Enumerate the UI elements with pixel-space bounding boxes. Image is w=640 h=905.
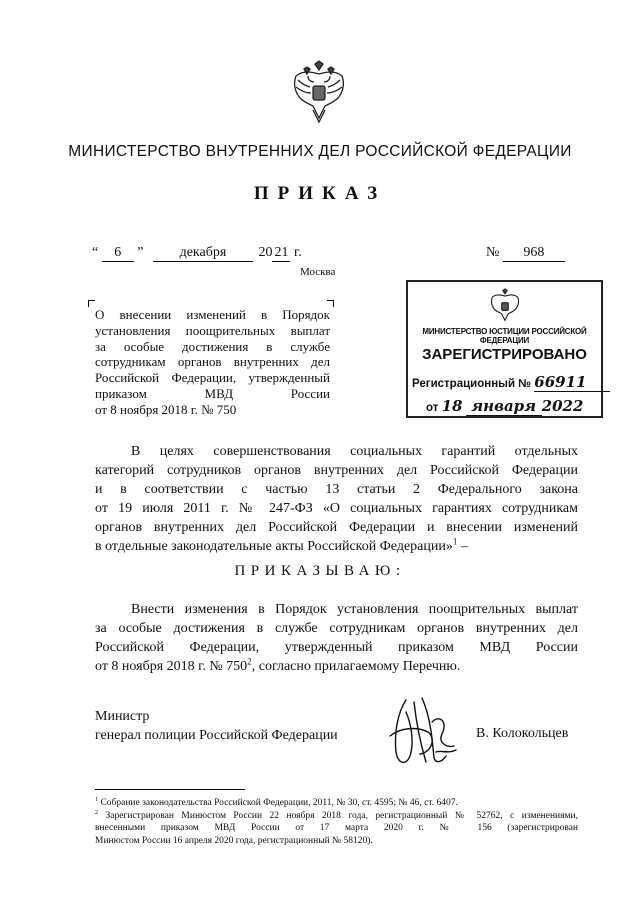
subject-line: от 8 ноября 2018 г. № 750 [95, 401, 237, 417]
stamp-date-day: 18 [441, 397, 463, 415]
stamp-organization: МИНИСТЕРСТВО ЮСТИЦИИ РОССИЙСКОЙ ФЕДЕРАЦИИ [422, 327, 587, 345]
preamble-last-line [95, 537, 578, 556]
footnote-1-mark: 1 [95, 796, 99, 803]
order-line: за особые достижения в службе сотрудникам органов внутренних дел [95, 621, 578, 636]
preamble-line: в отдельные законодательные акты Российской Федерации» [95, 539, 453, 554]
preamble-tail: – [457, 539, 468, 554]
preamble [95, 442, 578, 556]
order-word: ПРИКАЗЫВАЮ: [234, 563, 406, 579]
order-number [486, 245, 565, 262]
footnote-1 [95, 797, 578, 810]
footnote-divider [95, 789, 245, 790]
subject-line: установления поощрительных выплат [95, 322, 330, 338]
order-body [95, 600, 578, 676]
subject-block [95, 307, 330, 418]
footnote-2-text: Зарегистрирован Минюстом России 22 ноября 2018 года, регистрационный № 52762, с изменениями, [98, 810, 578, 821]
stamp-date-month: января [466, 397, 542, 416]
footnotes [95, 797, 578, 847]
footnote-ref-1: 1 [452, 536, 458, 547]
preamble-line: категорий сотрудников органов внутренних дел Российской Федерации [95, 463, 578, 478]
order-line: , согласно прилагаемому Перечню. [251, 659, 461, 674]
number-value: 968 [503, 245, 565, 262]
subject-bracket-left [88, 300, 95, 307]
preamble-line: от 19 июля 2011 г. № 247-ФЗ «О социальных гарантиях сотрудникам [95, 501, 578, 516]
eagle-emblem-icon [290, 60, 348, 124]
ministry-name: МИНИСТЕРСТВО ВНУТРЕННИХ ДЕЛ РОССИЙСКОЙ ФЕДЕРАЦИИ [68, 143, 572, 160]
footnote-1-text: Собрание законодательства Российской Федерации, 2011, № 30, ст. 4595; № 46, ст. 6407. [98, 798, 458, 808]
stamp-reg-label: Регистрационный № [412, 378, 532, 390]
date-year-prefix: 20 [258, 245, 273, 260]
date-line [92, 245, 302, 262]
stamp-registration-date [426, 397, 583, 416]
date-year-suffix: 21 [274, 245, 289, 260]
preamble-line: органов внутренних дел Российской Федерации и внесении изменений [95, 520, 578, 535]
subject-line: за особые достижения в службе [95, 338, 330, 354]
stamp-eagle-emblem-icon [489, 288, 521, 324]
footnote-2-line [95, 810, 578, 823]
subject-bracket-right [327, 300, 334, 307]
order-last-line [95, 657, 578, 676]
signatory-name: В. Колокольцев [476, 726, 569, 741]
stamp-reg-number-handwritten: 66911 [534, 373, 610, 392]
preamble-line: и в соответствии с частью 13 статьи 2 Федерального закона [95, 482, 578, 497]
date-close-quote: ” [137, 245, 144, 260]
stamp-date-prefix: от [426, 402, 439, 414]
order-line: Российской Федерации, утвержденный приказом МВД России [95, 640, 578, 655]
signatory-title [95, 707, 338, 745]
subject-line: сотрудникам органов внутренних дел [95, 354, 330, 370]
number-label: № [486, 245, 500, 260]
subject-line: приказом МВД России [95, 385, 330, 401]
signatory-rank: генерал полиции Российской Федерации [95, 728, 338, 743]
stamp-registration-number [412, 373, 610, 392]
order-line: от 8 ноября 2018 г. № 750 [95, 659, 248, 674]
signatory-position: Министр [95, 709, 150, 724]
subject-line: Российской Федерации, утвержденный [95, 370, 330, 386]
document-type: ПРИКАЗ [253, 183, 387, 204]
city: Москва [300, 266, 336, 278]
footnote-2-mark: 2 [95, 809, 99, 816]
date-day: 6 [102, 245, 134, 262]
subject-line: О внесении изменений в Порядок [95, 307, 330, 322]
date-year-mark: г. [293, 245, 302, 260]
footnote-2-line: внесенными приказом МВД России от 17 марта 2020 г. № 156 (зарегистрирован [95, 823, 578, 833]
handwritten-signature [376, 692, 462, 772]
stamp-date-year: 2022 [541, 397, 584, 415]
order-line: Внести изменения в Порядок установления поощрительных выплат [131, 602, 578, 617]
footnote-ref-2: 2 [247, 656, 252, 667]
stamp-registered: ЗАРЕГИСТРИРОВАНО [422, 346, 587, 363]
date-open-quote: “ [92, 245, 99, 260]
date-month: декабря [153, 245, 253, 262]
preamble-line: В целях совершенствования социальных гарантий отдельных [131, 444, 578, 459]
footnote-2-line: Минюстом России 16 апреля 2020 года, регистрационный № 58120). [95, 835, 373, 846]
